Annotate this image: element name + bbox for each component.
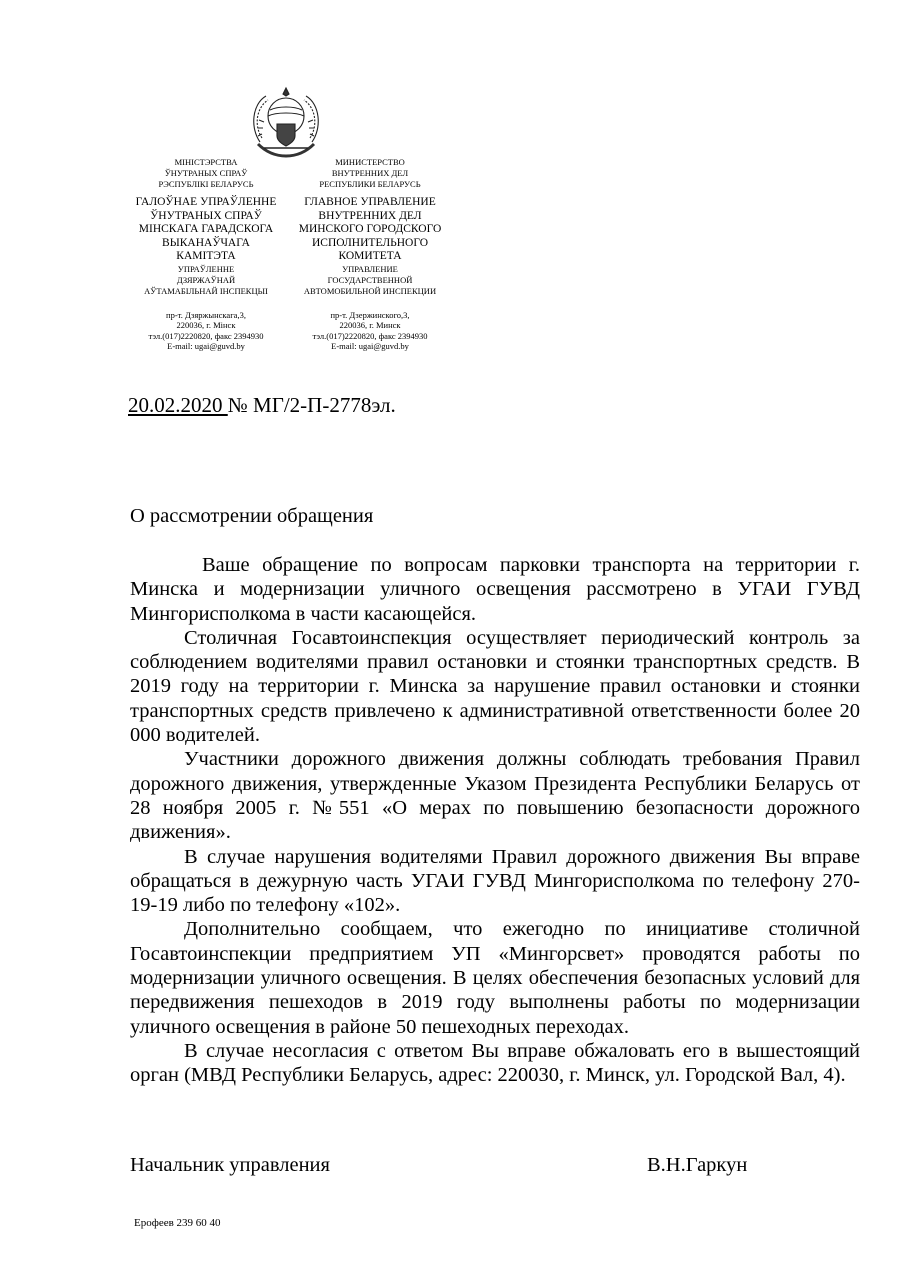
registration-number: № МГ/2-П-2778эл. [227, 393, 396, 417]
registration-line [128, 393, 396, 418]
letter-subject: О рассмотрении обращения [130, 505, 374, 527]
letter-body [130, 553, 860, 1088]
ministry-name-by: МІНІСТЭРСТВА ЎНУТРАНЫХ СПРАЎ РЭСПУБЛІКІ БЕЛАРУСЬ [158, 157, 254, 189]
org-header-belarusian [122, 157, 290, 352]
coat-of-arms-belarus-icon [248, 82, 324, 162]
address-by: пр-т. Дзяржынскага,3, 220036, г. Мінск тэл.(017)2220820, факс 2394930 E-mail: ugai@guvd.by [148, 309, 264, 351]
division-name-by: УПРАЎЛЕННЕ ДЗЯРЖАЎНАЙ АЎТАМАБІЛЬНАЙ ІНСПЕКЦЫІ [144, 263, 268, 296]
executor-contact: Ерофеев 239 60 40 [134, 1217, 221, 1229]
department-name-ru: ГЛАВНОЕ УПРАВЛЕНИЕ ВНУТРЕННИХ ДЕЛ МИНСКОГО ГОРОДСКОГО ИСПОЛНИТЕЛЬНОГО КОМИТЕТА [298, 196, 442, 262]
signatory-name: В.Н.Гаркун [647, 1154, 748, 1176]
address-ru: пр-т. Дзержинского,3, 220036, г. Минск тэл.(017)2220820, факс 2394930 E-mail: ugai@guvd.by [312, 309, 428, 351]
signatory-title: Начальник управления [130, 1154, 330, 1176]
paragraph: В случае несогласия с ответом Вы вправе обжаловать его в вышестоящий орган (МВД Республики Беларусь, адрес: 220030, г. Минск, ул. Городской Вал, 4). [130, 1039, 860, 1087]
paragraph: Столичная Госавтоинспекция осуществляет периодический контроль за соблюдением водителями правил остановки и стоянки транспортных средств. В 2019 году на территории г. Минска за нарушение правил остановки и стоянки транспортных средств привлечено к административной ответственности более 20 000 водителей. [130, 626, 860, 747]
registration-date: 20.02.2020 [128, 393, 228, 417]
division-name-ru: УПРАВЛЕНИЕ ГОСУДАРСТВЕННОЙ АВТОМОБИЛЬНОЙ ИНСПЕКЦИИ [303, 263, 437, 296]
paragraph: Участники дорожного движения должны соблюдать требования Правил дорожного движения, утвержденные Указом Президента Республики Беларусь от 28 ноября 2005 г. №551 «О мерах по повышению безопасности дорожного движения». [130, 748, 860, 844]
paragraph: Ваше обращение по вопросам парковки транспорта на территории г. Минска и модернизации уличного освещения рассмотрено в УГАИ ГУВД Мингорисполкома в части касающейся. [130, 554, 860, 625]
ministry-name-ru: МИНИСТЕРСТВО ВНУТРЕННИХ ДЕЛ РЕСПУБЛИКИ БЕЛАРУСЬ [319, 157, 421, 189]
org-header-russian [290, 157, 450, 352]
paragraph: Дополнительно сообщаем, что ежегодно по инициативе столичной Госавтоинспекции предприятием УП «Мингорсвет» проводятся работы по модернизации уличного освещения. В целях обеспечения безопасных условий для передвижения пешеходов в 2019 году выполнены работы по модернизации уличного освещения в районе 50 пешеходных переходах. [130, 918, 860, 1038]
department-name-by: ГАЛОЎНАЕ УПРАЎЛЕННЕ ЎНУТРАНЫХ СПРАЎ МІНСКАГА ГАРАДСКОГА ВЫКАНАЎЧАГА КАМІТЭТА [135, 196, 277, 262]
paragraph: В случае нарушения водителями Правил дорожного движения Вы вправе обращаться в дежурную часть УГАИ ГУВД Мингорисполкома по телефону 270-19-19 либо по телефону «102». [130, 845, 860, 917]
